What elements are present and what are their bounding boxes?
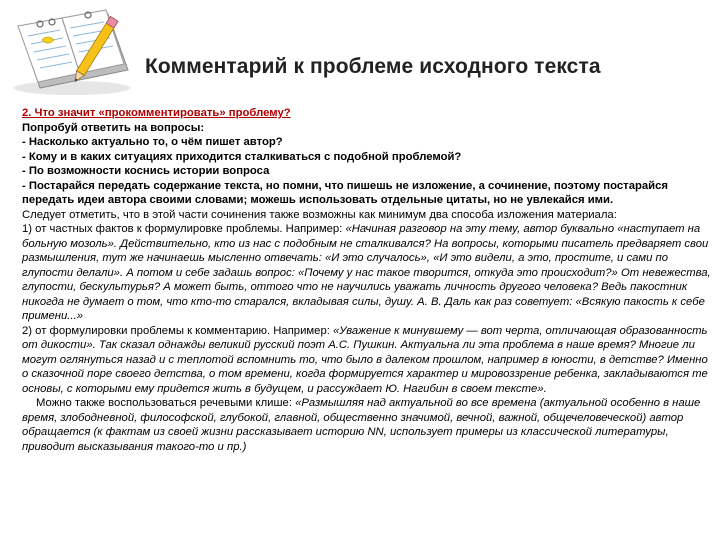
page-title: Комментарий к проблеме исходного текста	[145, 55, 601, 78]
method-1-lead: 1) от частных фактов к формулировке проблемы. Например:	[22, 223, 346, 235]
method-2-example: «Уважение к минувшему — вот черта, отличающая образованность от дикости». Так сказал однажды великий русский поэт А.С. Пушкин. Актуальна ли эта проблема в наше время? Многие ли могут оглянуться назад и с теплотой вспомнить то, что было в далеком прошлом, например в юности, в детстве? Именно о сказочной поре своего детства, о том времени, когда формируется характер и мировоззрение ребенка, закладываются те основы, с которыми ему придется жить в будущем, и рассуждает Ю. Нагибин в своем тексте».	[22, 324, 708, 395]
section-heading: 2. Что значит «прокомментировать» проблему?	[22, 107, 291, 119]
note-text: Следует отметить, что в этой части сочинения также возможны как минимум два способа изложения материала:	[22, 208, 617, 221]
question-item: - Постарайся передать содержание текста, но помни, что пишешь не изложение, а сочинение, поэтому постарайся передать идеи автора своими словами; можешь использовать отдельные цитаты, но не увлекайся ими.	[22, 179, 668, 206]
method-1-example: «Начиная разговор на эту тему, автор буквально «наступает на больную мозоль». Действительно, кто из нас с подобным не сталкивался? На вопросы, которыми писатель предваряет свои размышления, тут же начинаешь мысленно отвечать: «И это случалось», «И это видели, а это, простите, и сами по глупости делали». А потом и себе задашь вопрос: «Почему у нас такое творится, откуда это происходит?» От невежества, глупости, бескультурья? А может быть, оттого что не научились уважать личность другого человека? Ведь пакостник никогда не думает о том, что кто-то старался, вкладывая силы, душу. А. В. Даль как раз советует: «Всякую пакость к себе примени...»	[22, 223, 711, 322]
method-2-paragraph	[22, 324, 712, 397]
notebook-pencil-icon	[2, 0, 134, 100]
content-body	[22, 106, 712, 454]
question-item: - По возможности коснись истории вопроса	[22, 165, 270, 177]
question-item: - Кому и в каких ситуациях приходится сталкиваться с подобной проблемой?	[22, 150, 462, 163]
question-item: - Насколько актуально то, о чём пишет автор?	[22, 136, 283, 148]
cliches-example: «Размышляя над актуальной во все времена (актуальной особенно в наше время, злободневной, философской, глубокой, главной, общественно значимой, вечной, важной, общечеловеческой) автор обращается (к фактам из своей жизни рассказывает историю NN, использует примеры из классической литературы, приводит высказывания такого-то и пр.)	[22, 397, 701, 453]
method-2-lead: 2) от формулировки проблемы к комментарию. Например:	[22, 324, 334, 337]
intro-text: Попробуй ответить на вопросы:	[22, 121, 205, 134]
method-1-paragraph	[22, 222, 712, 324]
cliches-paragraph	[22, 396, 712, 454]
cliches-lead: Можно также воспользоваться речевыми клише:	[36, 397, 296, 409]
